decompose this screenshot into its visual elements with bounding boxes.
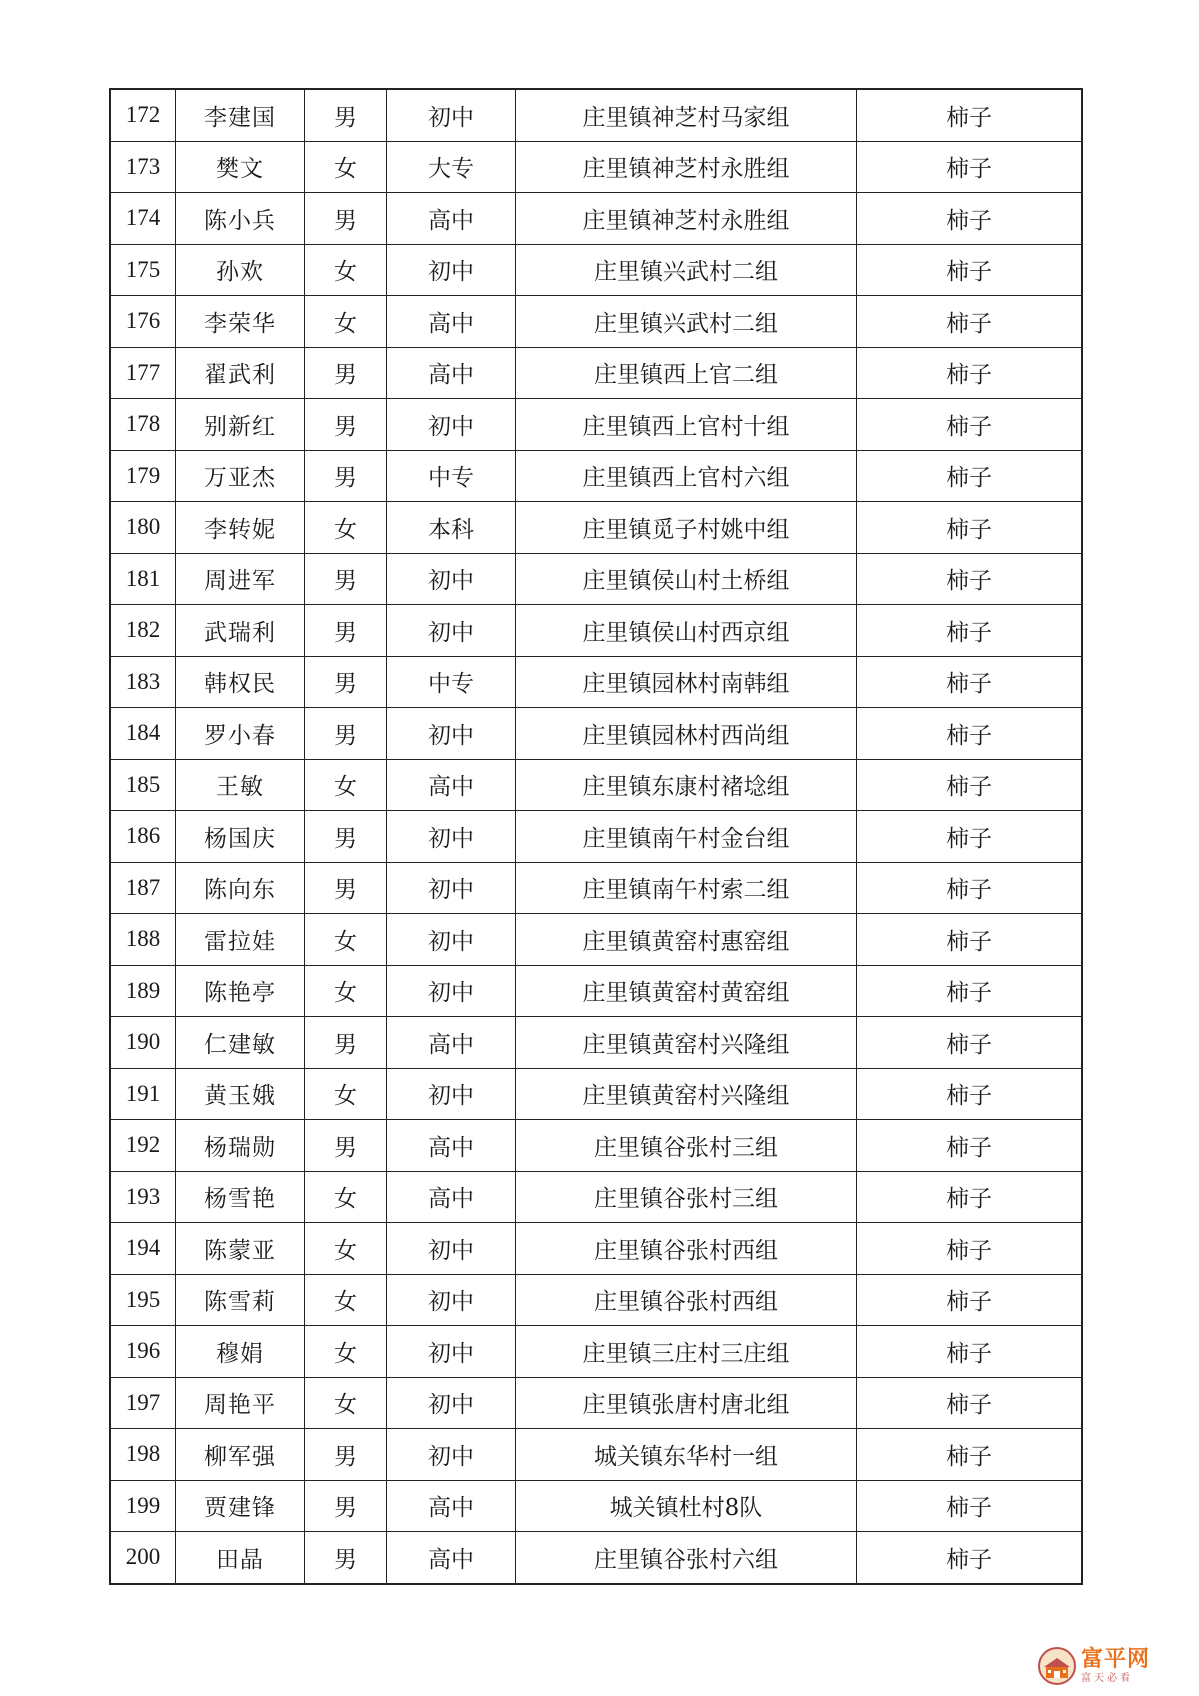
address-cell: 庄里镇黄窑村兴隆组 (516, 1017, 857, 1069)
address-cell: 庄里镇觅子村姚中组 (516, 502, 857, 554)
crop-type-cell: 柿子 (857, 1017, 1083, 1069)
education-level-cell: 高中 (387, 1017, 516, 1069)
table-row (110, 193, 1082, 245)
table-row (110, 1068, 1082, 1120)
person-name-cell: 雷拉娃 (176, 914, 305, 966)
crop-type-cell: 柿子 (857, 708, 1083, 760)
person-name-cell: 穆娟 (176, 1326, 305, 1378)
row-number-cell: 173 (110, 141, 176, 193)
address-cell: 庄里镇三庄村三庄组 (516, 1326, 857, 1378)
address-cell: 庄里镇兴武村二组 (516, 296, 857, 348)
row-number-cell: 176 (110, 296, 176, 348)
crop-type-cell: 柿子 (857, 1171, 1083, 1223)
education-level-cell: 初中 (387, 1326, 516, 1378)
person-name-cell: 孙欢 (176, 244, 305, 296)
row-number-cell: 180 (110, 502, 176, 554)
education-level-cell: 高中 (387, 347, 516, 399)
table-row (110, 1532, 1082, 1584)
gender-cell: 男 (305, 450, 387, 502)
row-number-cell: 183 (110, 656, 176, 708)
table-row (110, 605, 1082, 657)
table-row (110, 811, 1082, 863)
crop-type-cell: 柿子 (857, 399, 1083, 451)
row-number-cell: 195 (110, 1274, 176, 1326)
table-row (110, 914, 1082, 966)
table-row (110, 296, 1082, 348)
row-number-cell: 182 (110, 605, 176, 657)
person-name-cell: 周进军 (176, 553, 305, 605)
table-row (110, 708, 1082, 760)
education-level-cell: 初中 (387, 1068, 516, 1120)
education-level-cell: 高中 (387, 759, 516, 811)
table-row (110, 1120, 1082, 1172)
address-cell: 庄里镇谷张村三组 (516, 1120, 857, 1172)
person-name-cell: 贾建锋 (176, 1480, 305, 1532)
roster-table (109, 88, 1083, 1585)
gender-cell: 男 (305, 1017, 387, 1069)
row-number-cell: 178 (110, 399, 176, 451)
gender-cell: 女 (305, 244, 387, 296)
address-cell: 庄里镇兴武村二组 (516, 244, 857, 296)
row-number-cell: 196 (110, 1326, 176, 1378)
education-level-cell: 初中 (387, 708, 516, 760)
table-row (110, 759, 1082, 811)
education-level-cell: 初中 (387, 89, 516, 141)
table-row (110, 502, 1082, 554)
gender-cell: 男 (305, 1480, 387, 1532)
address-cell: 庄里镇侯山村西京组 (516, 605, 857, 657)
crop-type-cell: 柿子 (857, 141, 1083, 193)
crop-type-cell: 柿子 (857, 450, 1083, 502)
address-cell: 庄里镇神芝村马家组 (516, 89, 857, 141)
address-cell: 庄里镇谷张村三组 (516, 1171, 857, 1223)
table-row (110, 1377, 1082, 1429)
address-cell: 庄里镇园林村南韩组 (516, 656, 857, 708)
table-row (110, 1274, 1082, 1326)
person-name-cell: 田晶 (176, 1532, 305, 1584)
gender-cell: 男 (305, 193, 387, 245)
address-cell: 庄里镇东康村褚埝组 (516, 759, 857, 811)
education-level-cell: 高中 (387, 1532, 516, 1584)
address-cell: 庄里镇西上官二组 (516, 347, 857, 399)
address-cell: 庄里镇谷张村西组 (516, 1274, 857, 1326)
site-watermark (1037, 1644, 1187, 1688)
row-number-cell: 186 (110, 811, 176, 863)
table-row (110, 1480, 1082, 1532)
row-number-cell: 172 (110, 89, 176, 141)
crop-type-cell: 柿子 (857, 1532, 1083, 1584)
person-name-cell: 武瑞利 (176, 605, 305, 657)
row-number-cell: 187 (110, 862, 176, 914)
address-cell: 庄里镇黄窑村惠窑组 (516, 914, 857, 966)
crop-type-cell: 柿子 (857, 1223, 1083, 1275)
education-level-cell: 中专 (387, 656, 516, 708)
table-row (110, 1017, 1082, 1069)
gender-cell: 男 (305, 1120, 387, 1172)
address-cell: 庄里镇园林村西尚组 (516, 708, 857, 760)
person-name-cell: 陈小兵 (176, 193, 305, 245)
education-level-cell: 高中 (387, 193, 516, 245)
address-cell: 庄里镇西上官村六组 (516, 450, 857, 502)
address-cell: 庄里镇神芝村永胜组 (516, 141, 857, 193)
table-row (110, 347, 1082, 399)
education-level-cell: 高中 (387, 1120, 516, 1172)
row-number-cell: 198 (110, 1429, 176, 1481)
row-number-cell: 177 (110, 347, 176, 399)
education-level-cell: 初中 (387, 1429, 516, 1481)
address-cell: 庄里镇神芝村永胜组 (516, 193, 857, 245)
person-name-cell: 翟武利 (176, 347, 305, 399)
gender-cell: 男 (305, 605, 387, 657)
person-name-cell: 罗小春 (176, 708, 305, 760)
crop-type-cell: 柿子 (857, 1274, 1083, 1326)
gender-cell: 女 (305, 1274, 387, 1326)
gender-cell: 女 (305, 502, 387, 554)
person-name-cell: 仁建敏 (176, 1017, 305, 1069)
education-level-cell: 初中 (387, 605, 516, 657)
address-cell: 庄里镇南午村索二组 (516, 862, 857, 914)
table-row (110, 862, 1082, 914)
person-name-cell: 李转妮 (176, 502, 305, 554)
table-row (110, 1223, 1082, 1275)
row-number-cell: 199 (110, 1480, 176, 1532)
education-level-cell: 本科 (387, 502, 516, 554)
row-number-cell: 197 (110, 1377, 176, 1429)
person-name-cell: 韩权民 (176, 656, 305, 708)
crop-type-cell: 柿子 (857, 244, 1083, 296)
person-name-cell: 李荣华 (176, 296, 305, 348)
education-level-cell: 初中 (387, 862, 516, 914)
crop-type-cell: 柿子 (857, 1377, 1083, 1429)
address-cell: 庄里镇谷张村六组 (516, 1532, 857, 1584)
education-level-cell: 初中 (387, 1377, 516, 1429)
gender-cell: 女 (305, 1223, 387, 1275)
education-level-cell: 大专 (387, 141, 516, 193)
person-name-cell: 王敏 (176, 759, 305, 811)
table-row (110, 450, 1082, 502)
table-row (110, 1429, 1082, 1481)
address-cell: 庄里镇黄窑村兴隆组 (516, 1068, 857, 1120)
gender-cell: 女 (305, 1326, 387, 1378)
crop-type-cell: 柿子 (857, 1326, 1083, 1378)
gender-cell: 女 (305, 759, 387, 811)
gender-cell: 男 (305, 347, 387, 399)
person-name-cell: 陈艳亭 (176, 965, 305, 1017)
education-level-cell: 初中 (387, 399, 516, 451)
table-row (110, 656, 1082, 708)
table-row (110, 89, 1082, 141)
row-number-cell: 193 (110, 1171, 176, 1223)
crop-type-cell: 柿子 (857, 502, 1083, 554)
education-level-cell: 初中 (387, 1274, 516, 1326)
roster-body (110, 89, 1082, 1584)
address-cell: 庄里镇张唐村唐北组 (516, 1377, 857, 1429)
education-level-cell: 初中 (387, 1223, 516, 1275)
gender-cell: 男 (305, 811, 387, 863)
gender-cell: 女 (305, 296, 387, 348)
address-cell: 庄里镇侯山村土桥组 (516, 553, 857, 605)
crop-type-cell: 柿子 (857, 656, 1083, 708)
education-level-cell: 初中 (387, 965, 516, 1017)
gender-cell: 女 (305, 1068, 387, 1120)
gender-cell: 男 (305, 708, 387, 760)
address-cell: 庄里镇黄窑村黄窑组 (516, 965, 857, 1017)
row-number-cell: 191 (110, 1068, 176, 1120)
address-cell: 城关镇东华村一组 (516, 1429, 857, 1481)
education-level-cell: 中专 (387, 450, 516, 502)
table-row (110, 553, 1082, 605)
row-number-cell: 200 (110, 1532, 176, 1584)
row-number-cell: 179 (110, 450, 176, 502)
education-level-cell: 初中 (387, 244, 516, 296)
table-row (110, 399, 1082, 451)
person-name-cell: 陈雪莉 (176, 1274, 305, 1326)
person-name-cell: 柳军强 (176, 1429, 305, 1481)
row-number-cell: 190 (110, 1017, 176, 1069)
address-cell: 庄里镇谷张村西组 (516, 1223, 857, 1275)
crop-type-cell: 柿子 (857, 862, 1083, 914)
crop-type-cell: 柿子 (857, 759, 1083, 811)
person-name-cell: 周艳平 (176, 1377, 305, 1429)
row-number-cell: 194 (110, 1223, 176, 1275)
gender-cell: 男 (305, 1429, 387, 1481)
gender-cell: 女 (305, 914, 387, 966)
person-name-cell: 杨国庆 (176, 811, 305, 863)
table-row (110, 244, 1082, 296)
gender-cell: 女 (305, 965, 387, 1017)
crop-type-cell: 柿子 (857, 914, 1083, 966)
gender-cell: 男 (305, 1532, 387, 1584)
crop-type-cell: 柿子 (857, 1068, 1083, 1120)
row-number-cell: 175 (110, 244, 176, 296)
table-row (110, 141, 1082, 193)
row-number-cell: 192 (110, 1120, 176, 1172)
education-level-cell: 初中 (387, 914, 516, 966)
crop-type-cell: 柿子 (857, 89, 1083, 141)
person-name-cell: 李建国 (176, 89, 305, 141)
gender-cell: 女 (305, 1377, 387, 1429)
person-name-cell: 杨雪艳 (176, 1171, 305, 1223)
person-name-cell: 万亚杰 (176, 450, 305, 502)
crop-type-cell: 柿子 (857, 193, 1083, 245)
row-number-cell: 188 (110, 914, 176, 966)
education-level-cell: 高中 (387, 296, 516, 348)
watermark-subtitle: 富天必看 (1081, 1672, 1133, 1684)
address-cell: 庄里镇南午村金台组 (516, 811, 857, 863)
address-cell: 城关镇杜村8队 (516, 1480, 857, 1532)
crop-type-cell: 柿子 (857, 1429, 1083, 1481)
row-number-cell: 185 (110, 759, 176, 811)
education-level-cell: 高中 (387, 1171, 516, 1223)
person-name-cell: 樊文 (176, 141, 305, 193)
gender-cell: 男 (305, 399, 387, 451)
gender-cell: 男 (305, 656, 387, 708)
city-gate-logo-icon (1037, 1646, 1077, 1686)
person-name-cell: 黄玉娥 (176, 1068, 305, 1120)
gender-cell: 男 (305, 862, 387, 914)
row-number-cell: 189 (110, 965, 176, 1017)
crop-type-cell: 柿子 (857, 605, 1083, 657)
address-cell: 庄里镇西上官村十组 (516, 399, 857, 451)
crop-type-cell: 柿子 (857, 347, 1083, 399)
crop-type-cell: 柿子 (857, 965, 1083, 1017)
crop-type-cell: 柿子 (857, 296, 1083, 348)
person-name-cell: 别新红 (176, 399, 305, 451)
person-name-cell: 陈向东 (176, 862, 305, 914)
row-number-cell: 184 (110, 708, 176, 760)
crop-type-cell: 柿子 (857, 1480, 1083, 1532)
table-row (110, 1171, 1082, 1223)
crop-type-cell: 柿子 (857, 553, 1083, 605)
row-number-cell: 174 (110, 193, 176, 245)
education-level-cell: 初中 (387, 811, 516, 863)
watermark-title: 富平网 (1081, 1646, 1151, 1672)
education-level-cell: 高中 (387, 1480, 516, 1532)
gender-cell: 男 (305, 89, 387, 141)
gender-cell: 男 (305, 553, 387, 605)
gender-cell: 女 (305, 1171, 387, 1223)
person-name-cell: 杨瑞勋 (176, 1120, 305, 1172)
crop-type-cell: 柿子 (857, 811, 1083, 863)
gender-cell: 女 (305, 141, 387, 193)
table-row (110, 965, 1082, 1017)
crop-type-cell: 柿子 (857, 1120, 1083, 1172)
table-row (110, 1326, 1082, 1378)
person-name-cell: 陈蒙亚 (176, 1223, 305, 1275)
education-level-cell: 初中 (387, 553, 516, 605)
row-number-cell: 181 (110, 553, 176, 605)
